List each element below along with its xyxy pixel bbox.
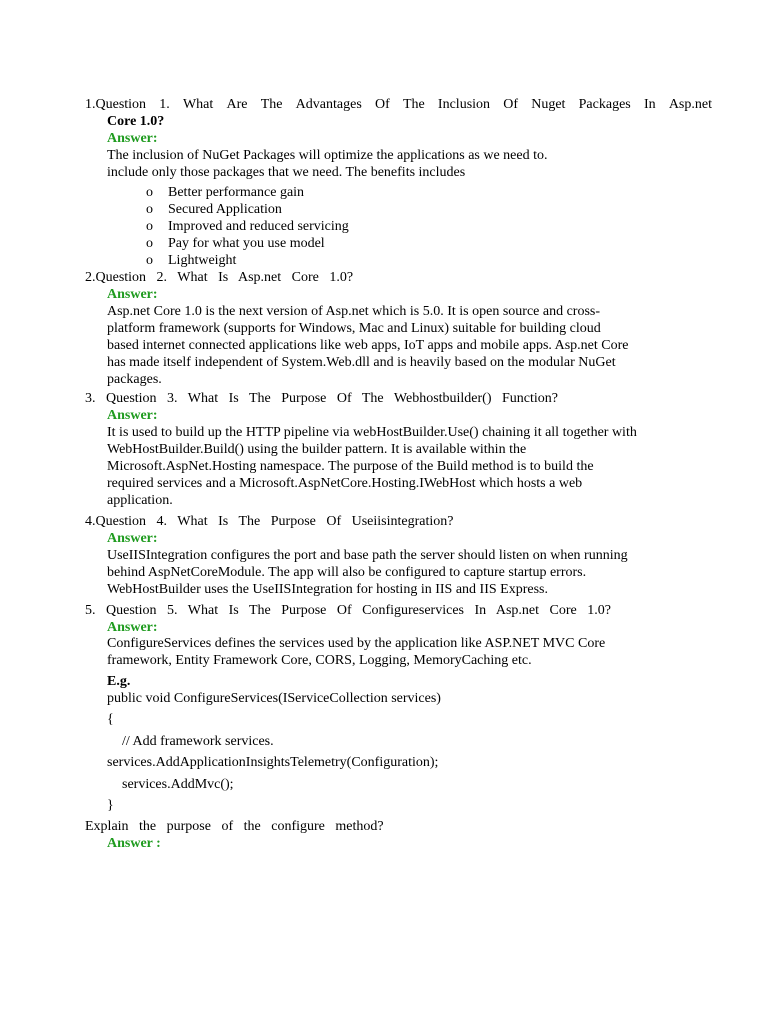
answer-text-line: UseIISIntegration configures the port and base path the server should listen on when running	[107, 548, 628, 563]
answer-text-line: Asp.net Core 1.0 is the next version of Asp.net which is 5.0. It is open source and cross-	[107, 304, 601, 319]
question-1-title-word: The	[260, 97, 283, 112]
question-1-title-word: What	[182, 97, 214, 112]
answer-text-line: behind AspNetCoreModule. The app will also be configured to capture startup errors.	[107, 565, 587, 580]
question-6-title: Explain the purpose of the configure method?	[85, 819, 384, 834]
answer-text-line: application.	[107, 493, 173, 508]
question-1-title-word: Of	[374, 97, 390, 112]
question-1-title	[85, 96, 712, 113]
answer-label: Answer:	[107, 131, 158, 146]
question-1-title-word: Of	[503, 97, 519, 112]
answer-text-line: WebHostBuilder.Build() using the builder pattern. It is available within the	[107, 442, 527, 457]
bullet-marker: o	[146, 219, 153, 234]
answer-text-line: framework, Entity Framework Core, CORS, Logging, MemoryCaching etc.	[107, 653, 532, 668]
question-5-title: 5. Question 5. What Is The Purpose Of Configureservices In Asp.net Core 1.0?	[85, 603, 611, 618]
answer-text-line: The inclusion of NuGet Packages will optimize the applications as we need to.	[107, 148, 548, 163]
example-label: E.g.	[107, 674, 131, 689]
code-line: {	[107, 712, 114, 727]
answer-text-line: Microsoft.AspNet.Hosting namespace. The purpose of the Build method is to build the	[107, 459, 594, 474]
bullet-item: Lightweight	[168, 253, 237, 268]
answer-text-line: packages.	[107, 372, 162, 387]
answer-text-line: required services and a Microsoft.AspNetCore.Hosting.IWebHost which hosts a web	[107, 476, 583, 491]
question-1-title-word: Packages	[578, 97, 631, 112]
question-1-title-word: Advantages	[295, 97, 362, 112]
answer-label: Answer :	[107, 836, 161, 851]
question-4-title: 4.Question 4. What Is The Purpose Of Useiisintegration?	[85, 514, 454, 529]
answer-text-line: has made itself independent of System.Web.dll and is heavily based on the modular NuGet	[107, 355, 616, 370]
answer-text-line: ConfigureServices defines the services used by the application like ASP.NET MVC Core	[107, 636, 606, 651]
code-line: services.AddMvc();	[122, 777, 234, 792]
bullet-item: Better performance gain	[168, 185, 305, 200]
question-1-title-word: Asp.net	[668, 97, 712, 112]
question-1-title-word: 1.Question	[85, 97, 147, 112]
question-1-title-continuation: Core 1.0?	[107, 114, 165, 129]
question-1-title-word: The	[402, 97, 425, 112]
bullet-marker: o	[146, 253, 153, 268]
answer-label: Answer:	[107, 531, 158, 546]
question-1-title-word: 1.	[159, 97, 170, 112]
bullet-item: Improved and reduced servicing	[168, 219, 349, 234]
bullet-item: Secured Application	[168, 202, 282, 217]
question-1-title-word: Inclusion	[437, 97, 491, 112]
code-line: }	[107, 798, 114, 813]
code-line: services.AddApplicationInsightsTelemetry(Configuration);	[107, 755, 439, 770]
answer-label: Answer:	[107, 287, 158, 302]
bullet-marker: o	[146, 202, 153, 217]
bullet-marker: o	[146, 236, 153, 251]
bullet-marker: o	[146, 185, 153, 200]
answer-label: Answer:	[107, 408, 158, 423]
answer-label: Answer:	[107, 620, 158, 635]
code-line: public void ConfigureServices(IServiceCollection services)	[107, 691, 441, 706]
answer-text-line: based internet connected applications like web apps, IoT apps and mobile apps. Asp.net Core	[107, 338, 629, 353]
code-line: // Add framework services.	[122, 734, 274, 749]
answer-text-line: include only those packages that we need. The benefits includes	[107, 165, 466, 180]
answer-text-line: WebHostBuilder uses the UseIISIntegration for hosting in IIS and IIS Express.	[107, 582, 548, 597]
question-1-title-word: In	[643, 97, 656, 112]
question-1-title-word: Are	[226, 97, 248, 112]
question-2-title: 2.Question 2. What Is Asp.net Core 1.0?	[85, 270, 354, 285]
bullet-item: Pay for what you use model	[168, 236, 325, 251]
answer-text-line: platform framework (supports for Windows, Mac and Linux) suitable for building cloud	[107, 321, 601, 336]
question-3-title: 3. Question 3. What Is The Purpose Of The Webhostbuilder() Function?	[85, 391, 558, 406]
answer-text-line: It is used to build up the HTTP pipeline via webHostBuilder.Use() chaining it all together with	[107, 425, 637, 440]
question-1-title-word: Nuget	[531, 97, 566, 112]
